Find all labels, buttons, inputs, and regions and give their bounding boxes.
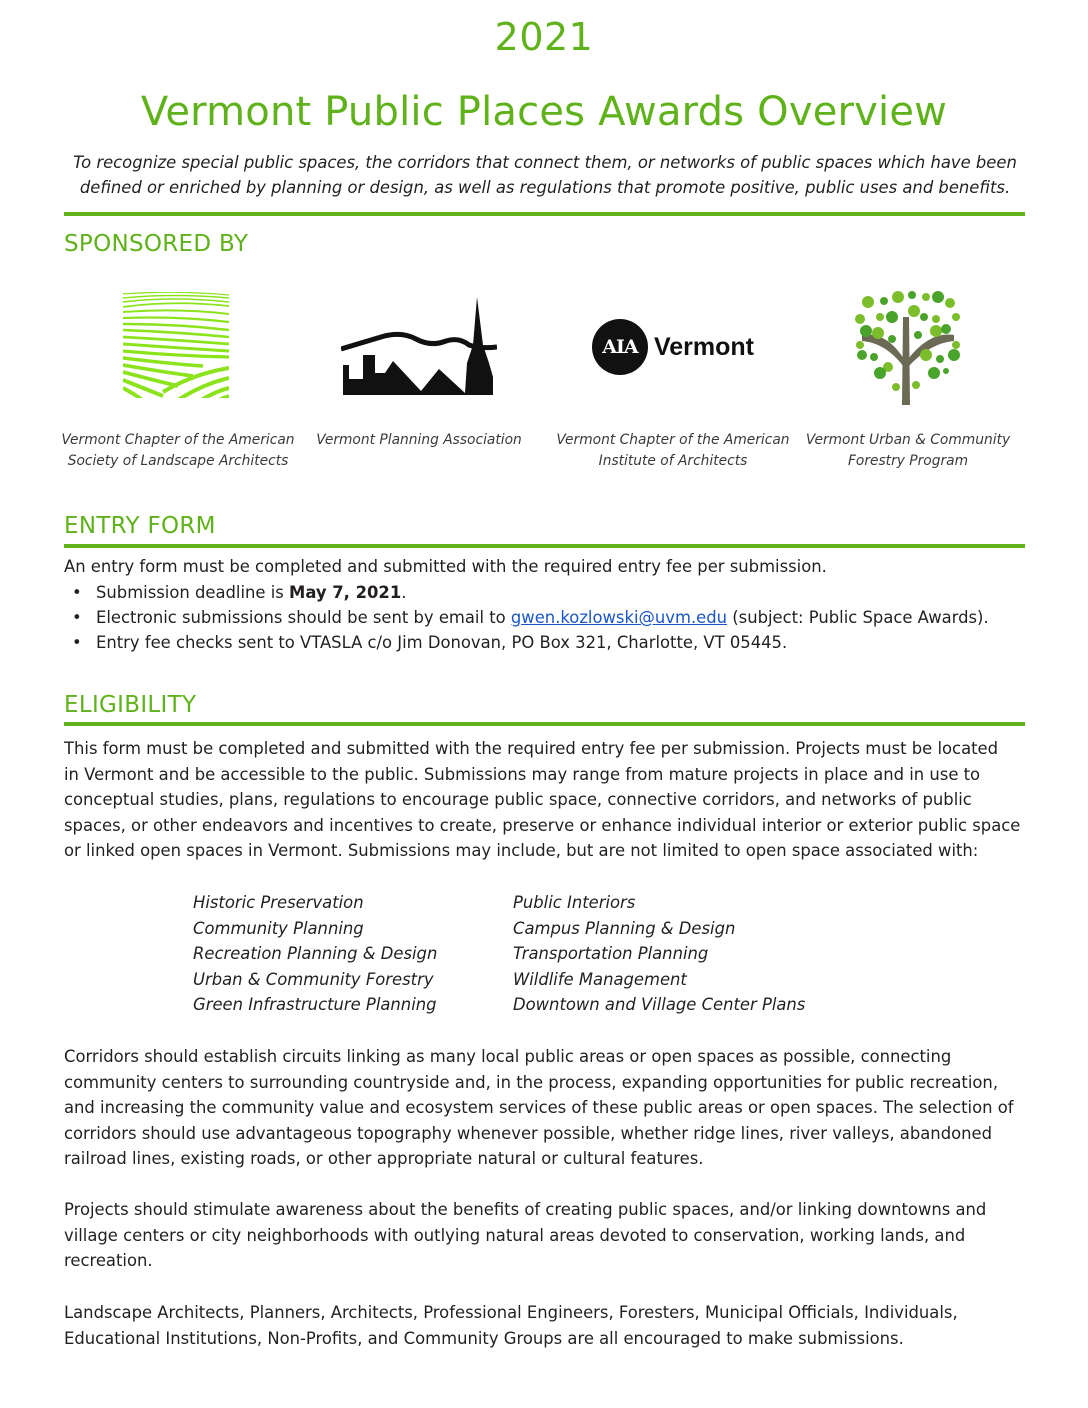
- text-line: Corridors should establish circuits linking as many local public areas or open spaces as possible, connecting: [64, 1047, 952, 1066]
- sponsor-caption: [553, 430, 793, 472]
- caption-line: Vermont Chapter of the American: [556, 432, 790, 448]
- bullet-email: [70, 605, 1040, 630]
- text-line: This form must be completed and submitted with the required entry fee per submission. Projects must be located: [64, 739, 999, 758]
- eligibility-paragraph-3: [64, 1197, 1039, 1274]
- bullet-text: .: [401, 583, 407, 602]
- category-item: Campus Planning & Design: [513, 918, 736, 938]
- text-line: spaces, or other endeavors and incentives to create, preserve or enhance individual interior or exterior public space: [64, 815, 1021, 835]
- subtitle-line: To recognize special public spaces, the corridors that connect them, or networks of public spaces which have been: [73, 153, 1017, 172]
- entry-form-divider: [64, 544, 1025, 548]
- text-line: village centers or city neighborhoods with outlying natural areas devoted to conservation, working lands, and: [64, 1225, 966, 1245]
- text-line: in Vermont and be accessible to the public. Submissions may range from mature projects in place and in use to: [64, 764, 981, 784]
- email-link[interactable]: gwen.kozlowski@uvm.edu: [510, 608, 728, 627]
- category-item: Public Interiors: [513, 893, 636, 912]
- category-item: Wildlife Management: [513, 969, 687, 989]
- section-heading-entry-form: ENTRY FORM: [64, 513, 216, 539]
- deadline-date: May 7, 2021: [289, 583, 402, 602]
- bullet-text: Submission deadline is: [96, 583, 290, 602]
- text-line: Educational Institutions, Non-Profits, and Community Groups are all encouraged to make submissions.: [64, 1328, 904, 1348]
- category-item: Transportation Planning: [513, 944, 709, 964]
- subtitle: [60, 150, 1030, 200]
- sponsor-aia: [553, 282, 793, 472]
- caption-line: Vermont Urban & Community: [805, 432, 1011, 448]
- eligibility-divider: [64, 722, 1025, 726]
- text-line: Projects should stimulate awareness about the benefits of creating public spaces, and/or linking downtowns and: [64, 1200, 987, 1219]
- text-line: conceptual studies, plans, regulations to encourage public space, connective corridors, and networks of public: [64, 790, 972, 810]
- eligibility-paragraph-4: [64, 1300, 1039, 1351]
- caption-line: Society of Landscape Architects: [67, 453, 289, 469]
- sponsor-caption: [299, 430, 539, 451]
- category-item: Recreation Planning & Design: [193, 944, 438, 964]
- category-item: Downtown and Village Center Plans: [513, 995, 806, 1015]
- sponsor-vpa: [299, 282, 539, 451]
- bullet-text: Entry fee checks sent to VTASLA c/o Jim Donovan, PO Box 321, Charlotte, VT 05445.: [96, 633, 788, 652]
- caption-line: Institute of Architects: [598, 453, 748, 469]
- title-year: 2021: [494, 15, 594, 59]
- section-heading-eligibility: ELIGIBILITY: [64, 692, 197, 718]
- page-title: Vermont Public Places Awards Overview: [140, 89, 948, 135]
- caption-line: Vermont Planning Association: [316, 432, 522, 448]
- categories-left: [193, 890, 437, 1018]
- vpa-skyline-logo: [299, 282, 539, 412]
- category-item: Community Planning: [193, 918, 364, 938]
- text-line: railroad lines, existing roads, or other appropriate natural or cultural features.: [64, 1149, 704, 1169]
- section-heading-sponsored: SPONSORED BY: [64, 231, 249, 257]
- text-line: Landscape Architects, Planners, Architects, Professional Engineers, Foresters, Municipal Officials, Individuals,: [64, 1303, 958, 1322]
- bullet-text: (subject: Public Space Awards).: [727, 608, 989, 627]
- sponsor-caption: [58, 430, 298, 472]
- text-line: and increasing the community value and ecosystem services of these public areas or open spaces. The selection of: [64, 1098, 1014, 1118]
- sponsor-asla: [58, 282, 298, 472]
- header-divider: [64, 212, 1025, 216]
- aia-logo-text: Vermont: [653, 332, 755, 361]
- subtitle-line: defined or enriched by planning or design, as well as regulations that promote positive, public uses and benefits.: [79, 178, 1011, 197]
- bullet-deadline: [70, 580, 1040, 605]
- text-line: or linked open spaces in Vermont. Submissions may include, but are not limited to open space associated with:: [64, 841, 979, 861]
- sponsor-forestry: [788, 282, 1028, 472]
- entry-form-bullets: [70, 580, 1040, 655]
- categories-right: [513, 890, 805, 1018]
- caption-line: Vermont Chapter of the American: [61, 432, 295, 448]
- bullet-fee-checks: [70, 630, 1040, 655]
- asla-landscape-logo: [58, 282, 298, 412]
- category-item: Historic Preservation: [193, 893, 364, 912]
- eligibility-paragraph-1: [64, 736, 1039, 864]
- aia-vermont-logo: [553, 282, 793, 412]
- category-item: Urban & Community Forestry: [193, 969, 434, 989]
- forestry-tree-logo: [788, 282, 1028, 412]
- text-line: corridors should use advantageous topography whenever possible, whether ridge lines, river valleys, abandoned: [64, 1123, 992, 1143]
- text-line: recreation.: [64, 1251, 153, 1271]
- entry-form-intro: An entry form must be completed and submitted with the required entry fee per submission.: [64, 557, 827, 576]
- category-item: Green Infrastructure Planning: [193, 995, 437, 1015]
- bullet-text: Electronic submissions should be sent by email to: [96, 608, 511, 627]
- text-line: community centers to surrounding countryside and, in the process, expanding opportunities for public recreation,: [64, 1072, 999, 1092]
- aia-circle-badge: [592, 319, 648, 375]
- eligibility-paragraph-2: [64, 1044, 1039, 1172]
- aia-badge-text: AIA: [602, 336, 638, 358]
- caption-line: Forestry Program: [847, 453, 969, 469]
- sponsor-caption: [788, 430, 1028, 472]
